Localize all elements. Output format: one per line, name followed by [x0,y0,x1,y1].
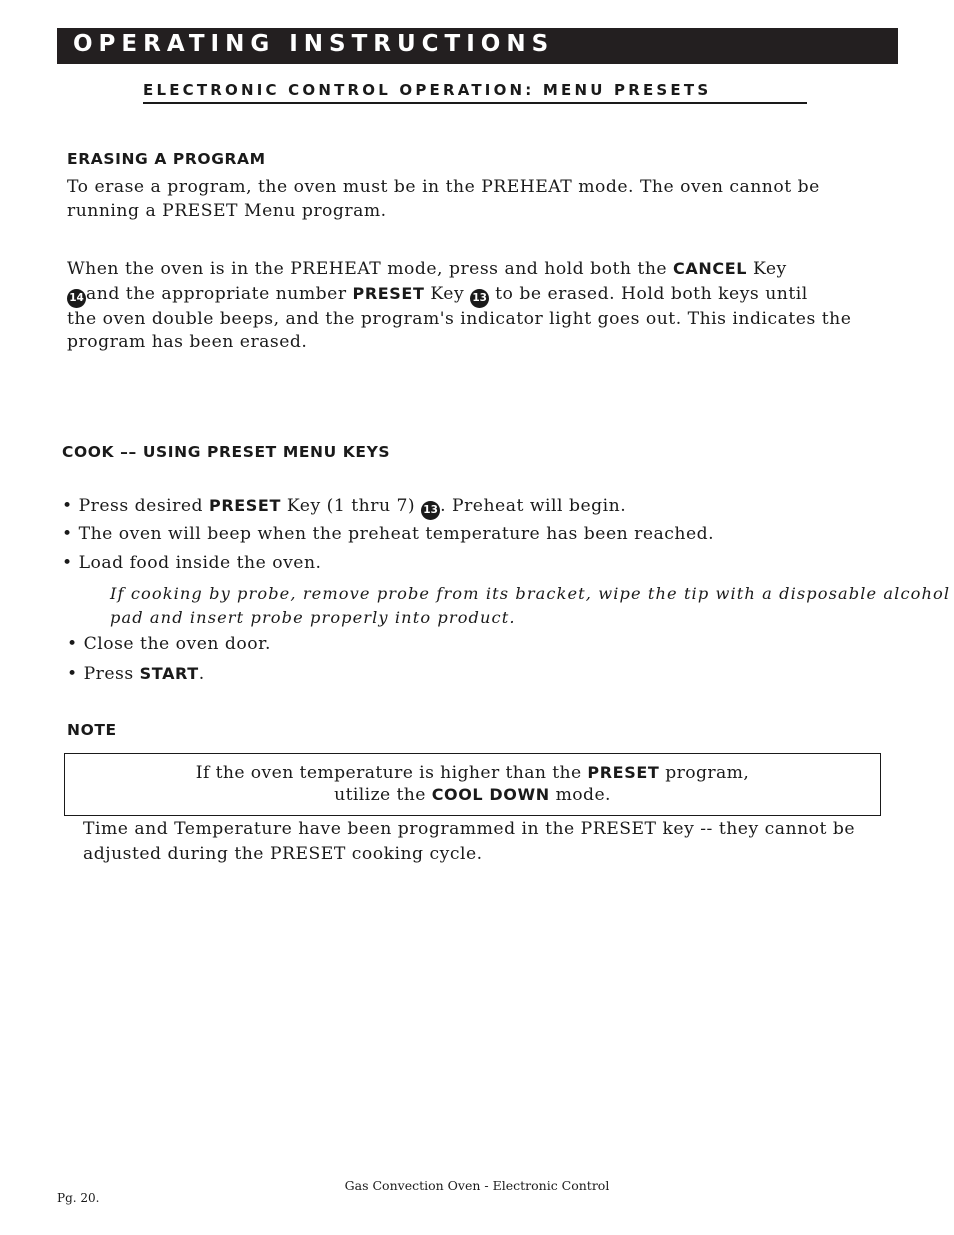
text-span: Key (1 thru 7) [280,496,422,516]
preset-key-label: PRESET [209,496,281,515]
key-14-icon: 14 [67,289,86,308]
cool-down-key-label: COOL DOWN [431,785,550,804]
section-subheading: ELECTRONIC CONTROL OPERATION: MENU PRESETS [143,81,807,104]
text-line: running a PRESET Menu program. [67,200,387,221]
text-span: . Preheat will begin. [440,496,627,516]
text-span: . [198,664,205,684]
header-bar [57,28,898,64]
text-line [67,282,851,308]
text-span: program, [659,763,750,783]
note-heading: NOTE [67,721,117,739]
start-key-label: START [139,664,199,683]
text-span: • Press [67,664,140,684]
text-line: pad and insert probe properly into product. [110,607,516,627]
preset-key-label: PRESET [352,283,425,303]
cook-bullet-4: • Close the oven door. [67,634,271,654]
text-span: and the appropriate number [86,283,353,304]
note-box [64,753,881,816]
preset-key-label: PRESET [587,763,660,782]
cancel-key-label: CANCEL [673,259,748,278]
text-span: mode. [549,785,611,805]
text-line: program has been erased. [67,332,308,352]
text-line: To erase a program, the oven must be in the PREHEAT mode. The oven cannot be [67,177,820,197]
text-span: • Press desired [62,496,210,516]
text-span: to be erased. Hold both keys until [489,283,808,304]
cook-bullet-1 [62,494,626,520]
cook-bullet-5 [67,662,205,687]
erasing-heading: ERASING A PROGRAM [67,150,266,168]
text-span: If the oven temperature is higher than the [195,763,588,783]
text-line: the oven double beeps, and the program's indicator light goes out. This indicates the [67,308,852,329]
text-span: Key [424,283,471,304]
cook-bullet-3: • Load food inside the oven. [62,553,322,573]
footer-title: Gas Convection Oven - Electronic Control [344,1178,610,1193]
text-span: Key [747,259,787,279]
key-13-icon: 13 [421,501,440,520]
text-span: When the oven is in the PREHEAT mode, press and hold both the [67,259,674,279]
page-title: OPERATING INSTRUCTIONS [73,31,555,57]
key-13-icon: 13 [470,289,489,308]
text-line: adjusted during the PRESET cooking cycle. [83,843,483,864]
text-line: Time and Temperature have been programmed in the PRESET key -- they cannot be [83,819,856,839]
note-line-2 [65,784,880,806]
cook-bullet-2: • The oven will beep when the preheat temperature has been reached. [62,524,715,544]
erasing-paragraph-1 [67,176,820,223]
text-line [67,257,851,282]
erasing-paragraph-2 [67,257,851,355]
page-number: Pg. 20. [57,1191,100,1205]
text-line: If cooking by probe, remove probe from its bracket, wipe the tip with a disposable alcohol [110,584,951,603]
text-span: utilize the [334,785,432,805]
probe-instruction [110,582,950,629]
note-followup [83,817,855,866]
cook-heading: COOK –– USING PRESET MENU KEYS [62,443,391,461]
note-line-1 [65,762,880,784]
